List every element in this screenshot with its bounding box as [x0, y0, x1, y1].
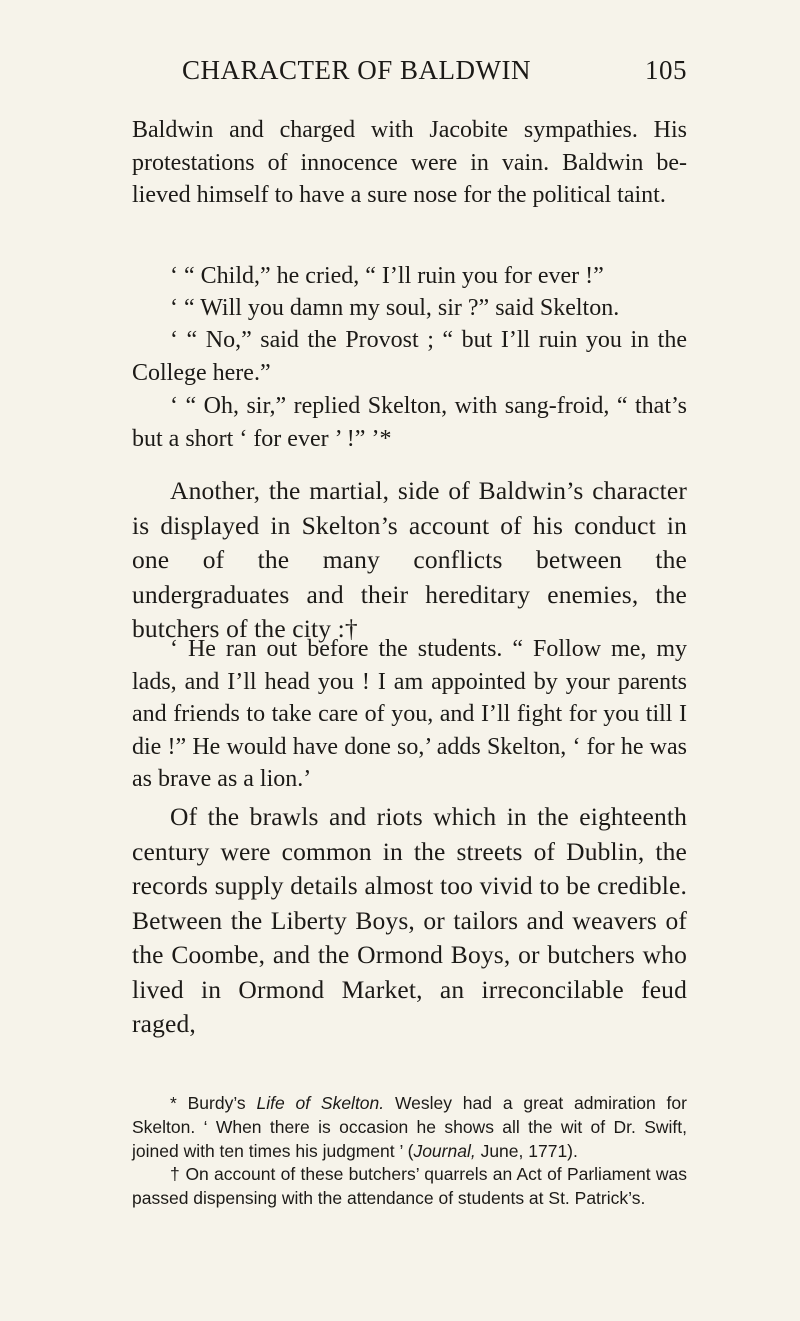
block-quote: ‘ He ran out before the students. “ Follow me, my lads, and I’ll head you ! I am appointed by your parents and friends to take care of you, and I’ll fight for you till I die !” He would have done so,’ adds Skelton, ‘ for he was as brave as a lion.’ — [132, 636, 687, 792]
page-number: 105 — [645, 55, 687, 85]
chapter-title: CHARACTER OF BALDWIN — [182, 55, 532, 85]
dialogue-line: ‘ “ Oh, sir,” replied Skelton, with sang-froid, “ that’s but a short ‘ for ever ’ !” ’* — [132, 393, 687, 452]
paragraph-continuation: Baldwin and charged with Jacobite sympathies. His protestations of innocence were in vain. Baldwin be-lieved himself to have a sure nose for the political taint. — [132, 117, 687, 208]
paragraph: Of the brawls and riots which in the eighteenth century were common in the streets of Dublin, the records supply details almost too vivid to be credible. Between the Liberty Boys, or tailors and weavers of the Coombe, and the Ormond Boys, or butchers who lived in Ormond Market, an irreconcilable feud raged, — [132, 802, 687, 1038]
paragraph: Another, the martial, side of Baldwin’s character is displayed in Skelton’s account of his conduct in one of the many conflicts between the undergraduates and their hereditary enemies, the butchers of the city :† — [132, 476, 687, 643]
dialogue-line: ‘ “ Child,” he cried, “ I’ll ruin you for ever !” — [170, 263, 604, 289]
dialogue-line: ‘ “ No,” said the Provost ; “ but I’ll ruin you in the College here.” — [132, 327, 687, 386]
book-title: Life of Skelton. — [256, 1093, 385, 1113]
footnote: † On account of these butchers’ quarrels an Act of Parliament was passed dispensing with the attendance of students at St. Patrick’s. — [132, 1164, 687, 1209]
running-head — [132, 55, 687, 95]
footnote-marker: * — [170, 1093, 177, 1113]
footnote-marker: † — [170, 1164, 181, 1185]
footnote: * Burdy’s Life of Skelton. Wesley had a great admiration for Skelton. ‘ When there is occasion he shows all the wit of Dr. Swift, joined with ten times his judgment ’ (Journal, June, 1771). — [132, 1093, 687, 1161]
journal-title: Journal, — [413, 1140, 476, 1161]
footnotes — [132, 1092, 687, 1211]
dialogue-line: ‘ “ Will you damn my soul, sir ?” said Skelton. — [170, 295, 620, 321]
